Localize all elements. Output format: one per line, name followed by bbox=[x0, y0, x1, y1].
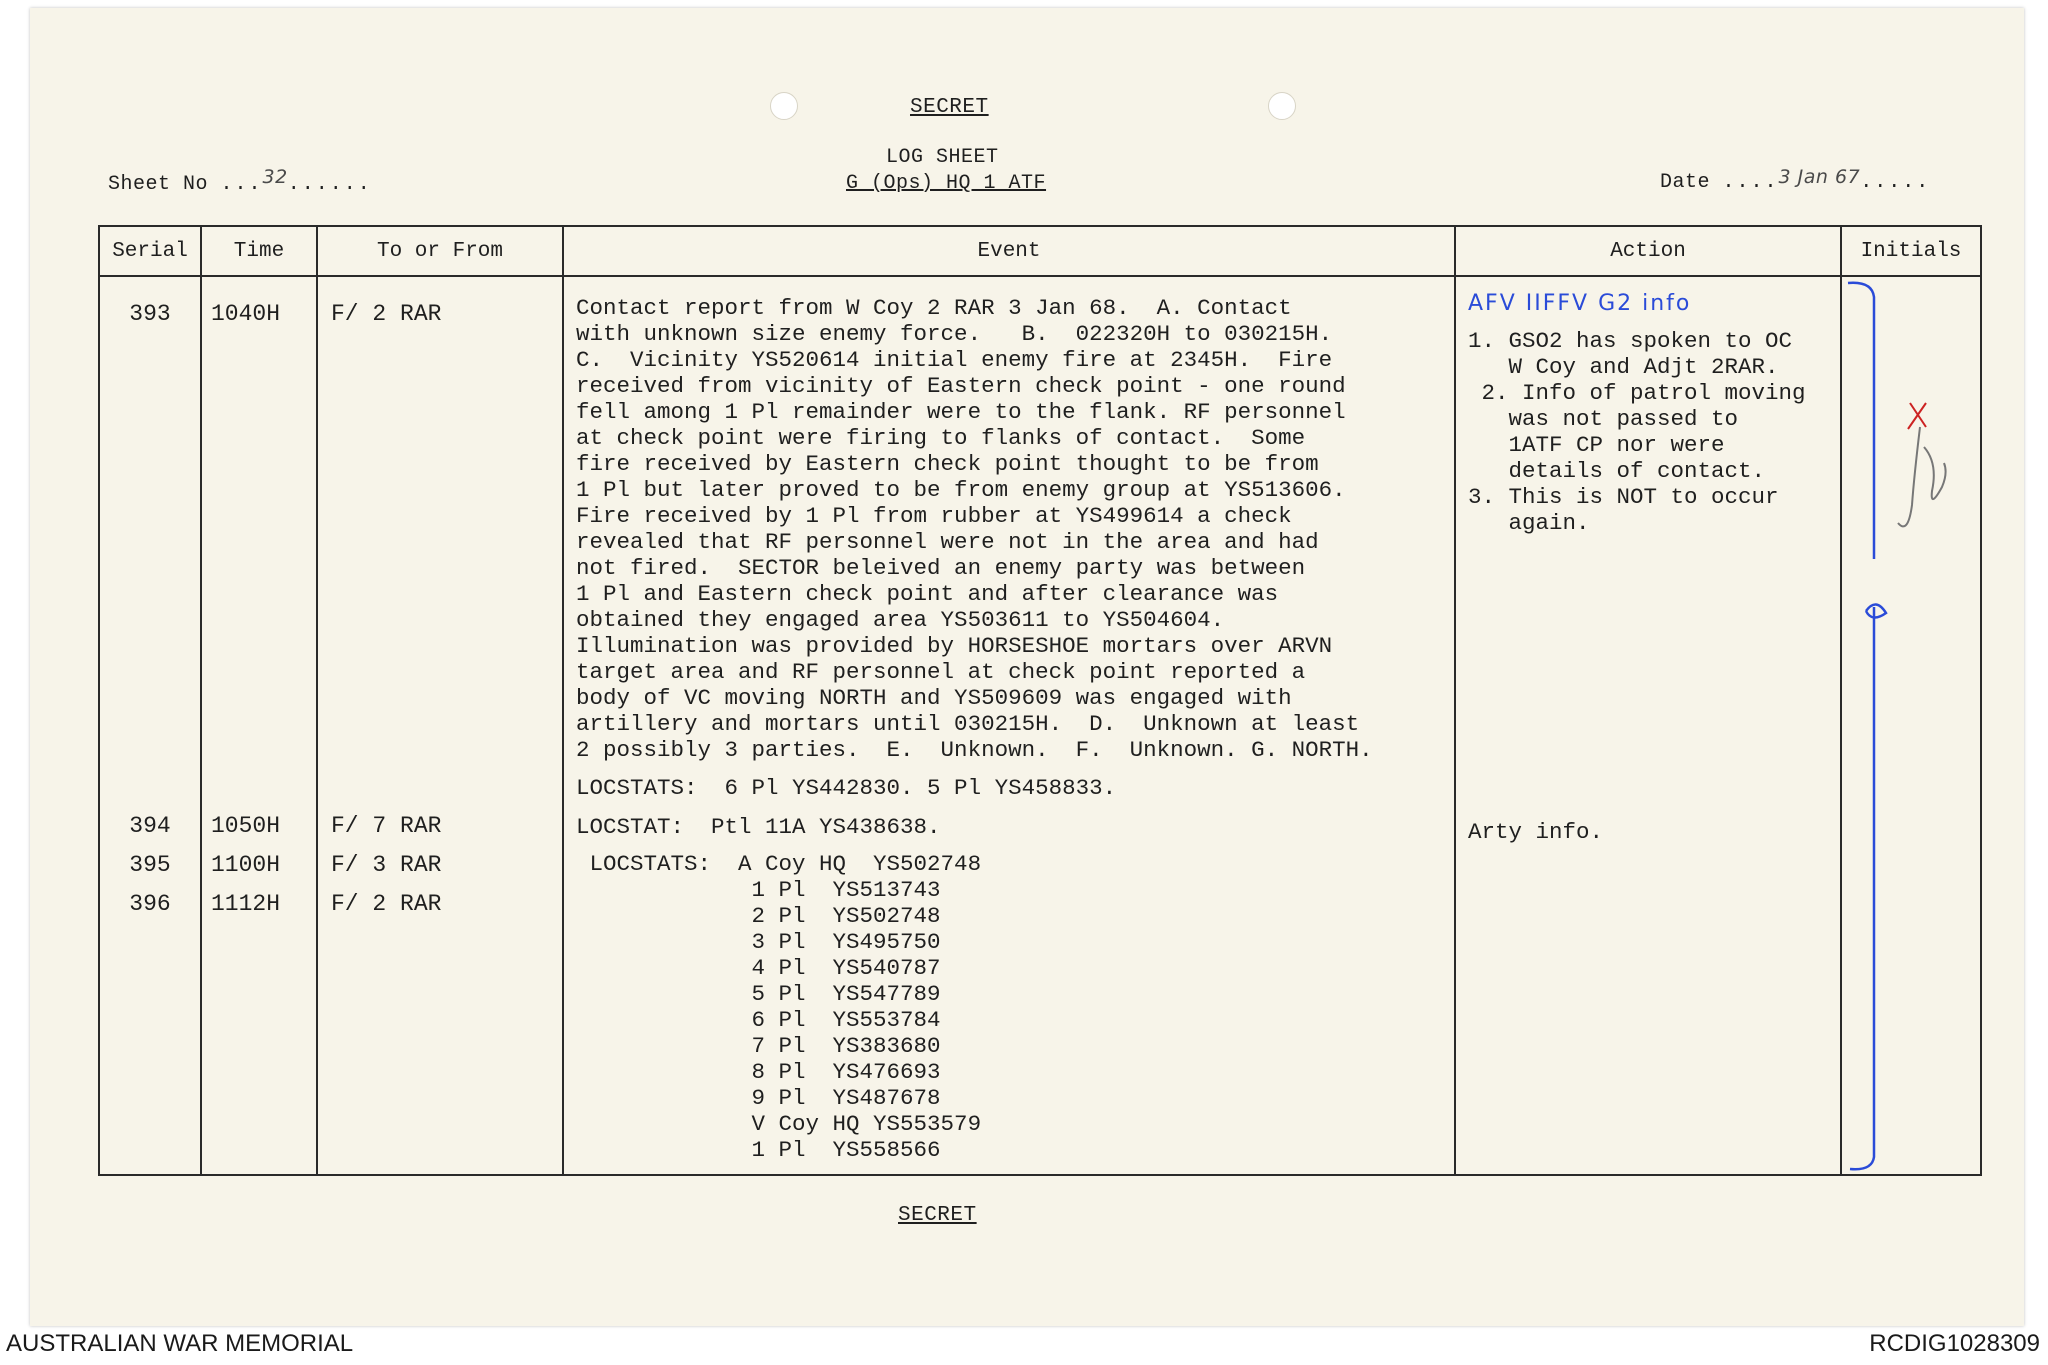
serial-cell bbox=[99, 276, 201, 1175]
locstat-line: 4 Pl YS540787 bbox=[576, 955, 941, 981]
event-line: obtained they engaged area YS503611 to YS504604. bbox=[576, 607, 1225, 633]
event-line: fire received by Eastern check point thought to be from bbox=[576, 451, 1319, 477]
date-field: Date ....3 Jan 67..... bbox=[1660, 166, 1931, 194]
handwritten-distribution-note: AFV IIFFV G2 info bbox=[1468, 291, 1692, 316]
locstat-line: 8 Pl YS476693 bbox=[576, 1059, 941, 1085]
time-396: 1112H bbox=[211, 891, 281, 917]
time-cell bbox=[201, 276, 317, 1175]
column-header-action: Action bbox=[1455, 226, 1841, 276]
action-393 bbox=[1468, 328, 1840, 536]
action-line: was not passed to bbox=[1468, 406, 1739, 432]
initials-cell bbox=[1841, 276, 1981, 1175]
event-line: revealed that RF personnel were not in the area and had bbox=[576, 529, 1319, 555]
column-header-to-from: To or From bbox=[317, 226, 563, 276]
event-394: LOCSTATS: 6 Pl YS442830. 5 Pl YS458833. bbox=[576, 775, 1117, 801]
secret-heading-bottom: SECRET bbox=[898, 1204, 977, 1227]
event-393 bbox=[576, 295, 1454, 763]
to-from-cell bbox=[317, 276, 563, 1175]
punch-hole bbox=[1268, 92, 1296, 120]
log-sheet-title: LOG SHEET bbox=[886, 146, 999, 169]
event-line: artillery and mortars until 030215H. D. Unknown at least bbox=[576, 711, 1360, 737]
initials-markings bbox=[1842, 277, 1978, 1177]
secret-heading-top: SECRET bbox=[910, 96, 989, 119]
serial-395: 395 bbox=[129, 852, 171, 878]
event-cell bbox=[563, 276, 1455, 1175]
event-line: body of VC moving NORTH and YS509609 was engaged with bbox=[576, 685, 1292, 711]
locstat-line: 9 Pl YS487678 bbox=[576, 1085, 941, 1111]
locstat-line: 1 Pl YS513743 bbox=[576, 877, 941, 903]
column-header-event: Event bbox=[563, 226, 1455, 276]
event-line: Contact report from W Coy 2 RAR 3 Jan 68. A. Contact bbox=[576, 295, 1292, 321]
event-line: Fire received by 1 Pl from rubber at YS499614 a check bbox=[576, 503, 1292, 529]
event-line: fell among 1 Pl remainder were to the flank. RF personnel bbox=[576, 399, 1346, 425]
serial-393: 393 bbox=[129, 301, 171, 327]
to-from-395: F/ 3 RAR bbox=[331, 852, 442, 878]
locstat-line: 7 Pl YS383680 bbox=[576, 1033, 941, 1059]
punch-hole bbox=[770, 92, 798, 120]
event-line: not fired. SECTOR beleived an enemy party was between bbox=[576, 555, 1306, 581]
to-from-396: F/ 2 RAR bbox=[331, 891, 442, 917]
column-header-initials: Initials bbox=[1841, 226, 1981, 276]
time-395: 1100H bbox=[211, 852, 281, 878]
event-line: Illumination was provided by HORSESHOE mortars over ARVN bbox=[576, 633, 1333, 659]
locstat-line: 6 Pl YS553784 bbox=[576, 1007, 941, 1033]
column-header-time: Time bbox=[201, 226, 317, 276]
archive-reference: RCDIG1028309 bbox=[1869, 1330, 2040, 1357]
action-line: W Coy and Adjt 2RAR. bbox=[1468, 354, 1779, 380]
locstat-line: V Coy HQ YS553579 bbox=[576, 1111, 982, 1137]
event-line: with unknown size enemy force. B. 022320H to 030215H. bbox=[576, 321, 1333, 347]
action-line: details of contact. bbox=[1468, 458, 1766, 484]
locstat-line: 3 Pl YS495750 bbox=[576, 929, 941, 955]
event-396 bbox=[576, 851, 1454, 1163]
event-line: 1 Pl and Eastern check point and after clearance was bbox=[576, 581, 1279, 607]
table-row bbox=[99, 276, 1981, 1175]
unit-title: G (Ops) HQ 1 ATF bbox=[846, 172, 1047, 195]
to-from-394: F/ 7 RAR bbox=[331, 813, 442, 839]
locstat-line: 2 Pl YS502748 bbox=[576, 903, 941, 929]
sheet-number: Sheet No ...32...... bbox=[108, 166, 372, 196]
event-line: C. Vicinity YS520614 initial enemy fire at 2345H. Fire bbox=[576, 347, 1333, 373]
action-line: again. bbox=[1468, 510, 1590, 536]
event-line: 1 Pl but later proved to be from enemy group at YS513606. bbox=[576, 477, 1346, 503]
locstat-line: 1 Pl YS558566 bbox=[576, 1137, 941, 1163]
event-line: target area and RF personnel at check point reported a bbox=[576, 659, 1306, 685]
serial-394: 394 bbox=[129, 813, 171, 839]
action-394: Arty info. bbox=[1468, 819, 1604, 845]
event-line: at check point were firing to flanks of contact. Some bbox=[576, 425, 1306, 451]
log-table bbox=[98, 225, 1982, 1176]
time-393: 1040H bbox=[211, 301, 281, 327]
table-header-row bbox=[99, 226, 1981, 276]
locstat-line: 5 Pl YS547789 bbox=[576, 981, 941, 1007]
column-header-serial: Serial bbox=[99, 226, 201, 276]
action-line: 3. This is NOT to occur bbox=[1468, 484, 1779, 510]
event-395: LOCSTAT: Ptl 11A YS438638. bbox=[576, 814, 941, 840]
time-394: 1050H bbox=[211, 813, 281, 839]
action-cell bbox=[1455, 276, 1841, 1175]
to-from-393: F/ 2 RAR bbox=[331, 301, 442, 327]
archive-credit: AUSTRALIAN WAR MEMORIAL bbox=[6, 1330, 354, 1357]
event-line: received from vicinity of Eastern check point - one round bbox=[576, 373, 1346, 399]
locstat-line: LOCSTATS: A Coy HQ YS502748 bbox=[576, 851, 982, 877]
action-line: 2. Info of patrol moving bbox=[1468, 380, 1806, 406]
action-line: 1. GSO2 has spoken to OC bbox=[1468, 328, 1793, 354]
event-line: 2 possibly 3 parties. E. Unknown. F. Unknown. G. NORTH. bbox=[576, 737, 1373, 763]
serial-396: 396 bbox=[129, 891, 171, 917]
action-line: 1ATF CP nor were bbox=[1468, 432, 1725, 458]
